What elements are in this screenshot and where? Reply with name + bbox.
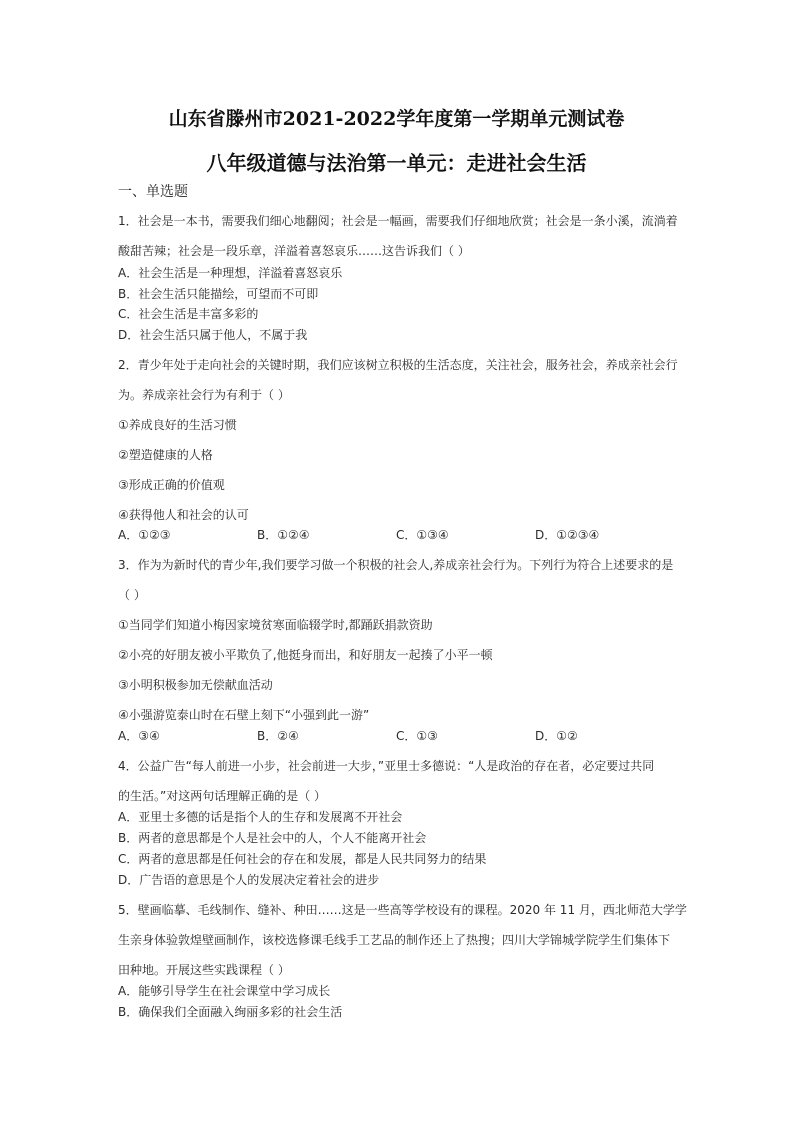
q2-stem-line-2: 为。养成亲社会行为有利于（ ） (118, 388, 290, 402)
q3-option-b: B．②④ (257, 729, 299, 743)
q2-item-4: ④获得他人和社会的认可 (118, 508, 249, 522)
q3-item-4: ④小强游览泰山时在石壁上刻下“小强到此一游” (118, 708, 370, 722)
q3-option-c: C．①③ (396, 729, 438, 743)
q4-option-a: A．亚里士多德的话是指个人的生存和发展离不开社会 (118, 810, 403, 824)
q4-stem-line-1: 4．公益广告“每人前进一小步，社会前进一大步，”亚里士多德说：“人是政治的存在者，必定要过共同 (118, 759, 655, 773)
q2-option-c: C．①③④ (396, 528, 449, 542)
q5-option-a: A．能够引导学生在社会课堂中学习成长 (118, 984, 331, 998)
q1-option-b: B．社会生活只能描绘，可望而不可即 (118, 287, 319, 301)
q1-stem-line-2: 酸甜苦辣；社会是一段乐章，洋溢着喜怒哀乐……这告诉我们（ ） (118, 244, 470, 258)
q3-stem-line-1: 3．作为为新时代的青少年,我们要学习做一个积极的社会人,养成亲社会行为。下列行为符合上述要求的是 (118, 558, 674, 572)
q2-option-a: A．①②③ (118, 528, 171, 542)
q3-item-3: ③小明积极参加无偿献血活动 (118, 678, 273, 692)
q4-option-c: C．两者的意思都是任何社会的存在和发展，都是人民共同努力的结果 (118, 852, 487, 866)
q3-option-a: A．③④ (118, 729, 160, 743)
q3-item-1: ①当同学们知道小梅因家境贫寒面临辍学时,都踊跃捐款资助 (118, 618, 433, 632)
q3-item-2: ②小亮的好朋友被小平欺负了,他挺身而出，和好朋友一起揍了小平一顿 (118, 648, 493, 662)
q2-stem-line-1: 2．青少年处于走向社会的关键时期，我们应该树立积极的生活态度，关注社会，服务社会，养成亲社会行 (118, 358, 678, 372)
q3-option-d: D．①② (535, 729, 578, 743)
q5-stem-line-1: 5．壁画临摹、毛线制作、缝补、种田……这是一些高等学校设有的课程。2020 年 11 月，西北师范大学学 (118, 903, 687, 917)
q3-stem-line-2: （ ） (118, 588, 146, 602)
q2-option-d: D．①②③④ (535, 528, 600, 542)
q2-item-2: ②塑造健康的人格 (118, 448, 213, 462)
q1-option-d: D．社会生活只属于他人，不属于我 (118, 328, 308, 342)
q2-item-3: ③形成正确的价值观 (118, 478, 225, 492)
q1-option-a: A．社会生活是一种理想，洋溢着喜怒哀乐 (118, 266, 343, 280)
exam-subtitle: 八年级道德与法治第一单元：走进社会生活 (206, 151, 587, 175)
q2-item-1: ①养成良好的生活习惯 (118, 418, 237, 432)
q1-stem-line-1: 1．社会是一本书，需要我们细心地翻阅；社会是一幅画，需要我们仔细地欣赏；社会是一条小溪，流淌着 (118, 214, 678, 228)
q1-option-c: C．社会生活是丰富多彩的 (118, 307, 259, 321)
exam-title: 山东省滕州市2021-2022学年度第一学期单元测试卷 (168, 108, 625, 130)
q4-option-d: D．广告语的意思是个人的发展决定着社会的进步 (118, 873, 380, 887)
q4-stem-line-2: 的生活。”对这两句话理解正确的是（ ） (118, 789, 327, 803)
section-heading: 一、单选题 (118, 184, 188, 200)
q5-stem-line-2: 生亲身体验敦煌壁画制作，该校选修课毛线手工艺品的制作还上了热搜；四川大学锦城学院学生们集体下 (118, 933, 671, 947)
q5-stem-line-3: 田种地。开展这些实践课程（ ） (118, 963, 290, 977)
q2-option-b: B．①②④ (257, 528, 310, 542)
q5-option-b: B．确保我们全面融入绚丽多彩的社会生活 (118, 1005, 343, 1019)
q4-option-b: B．两者的意思都是个人是社会中的人，个人不能离开社会 (118, 831, 427, 845)
